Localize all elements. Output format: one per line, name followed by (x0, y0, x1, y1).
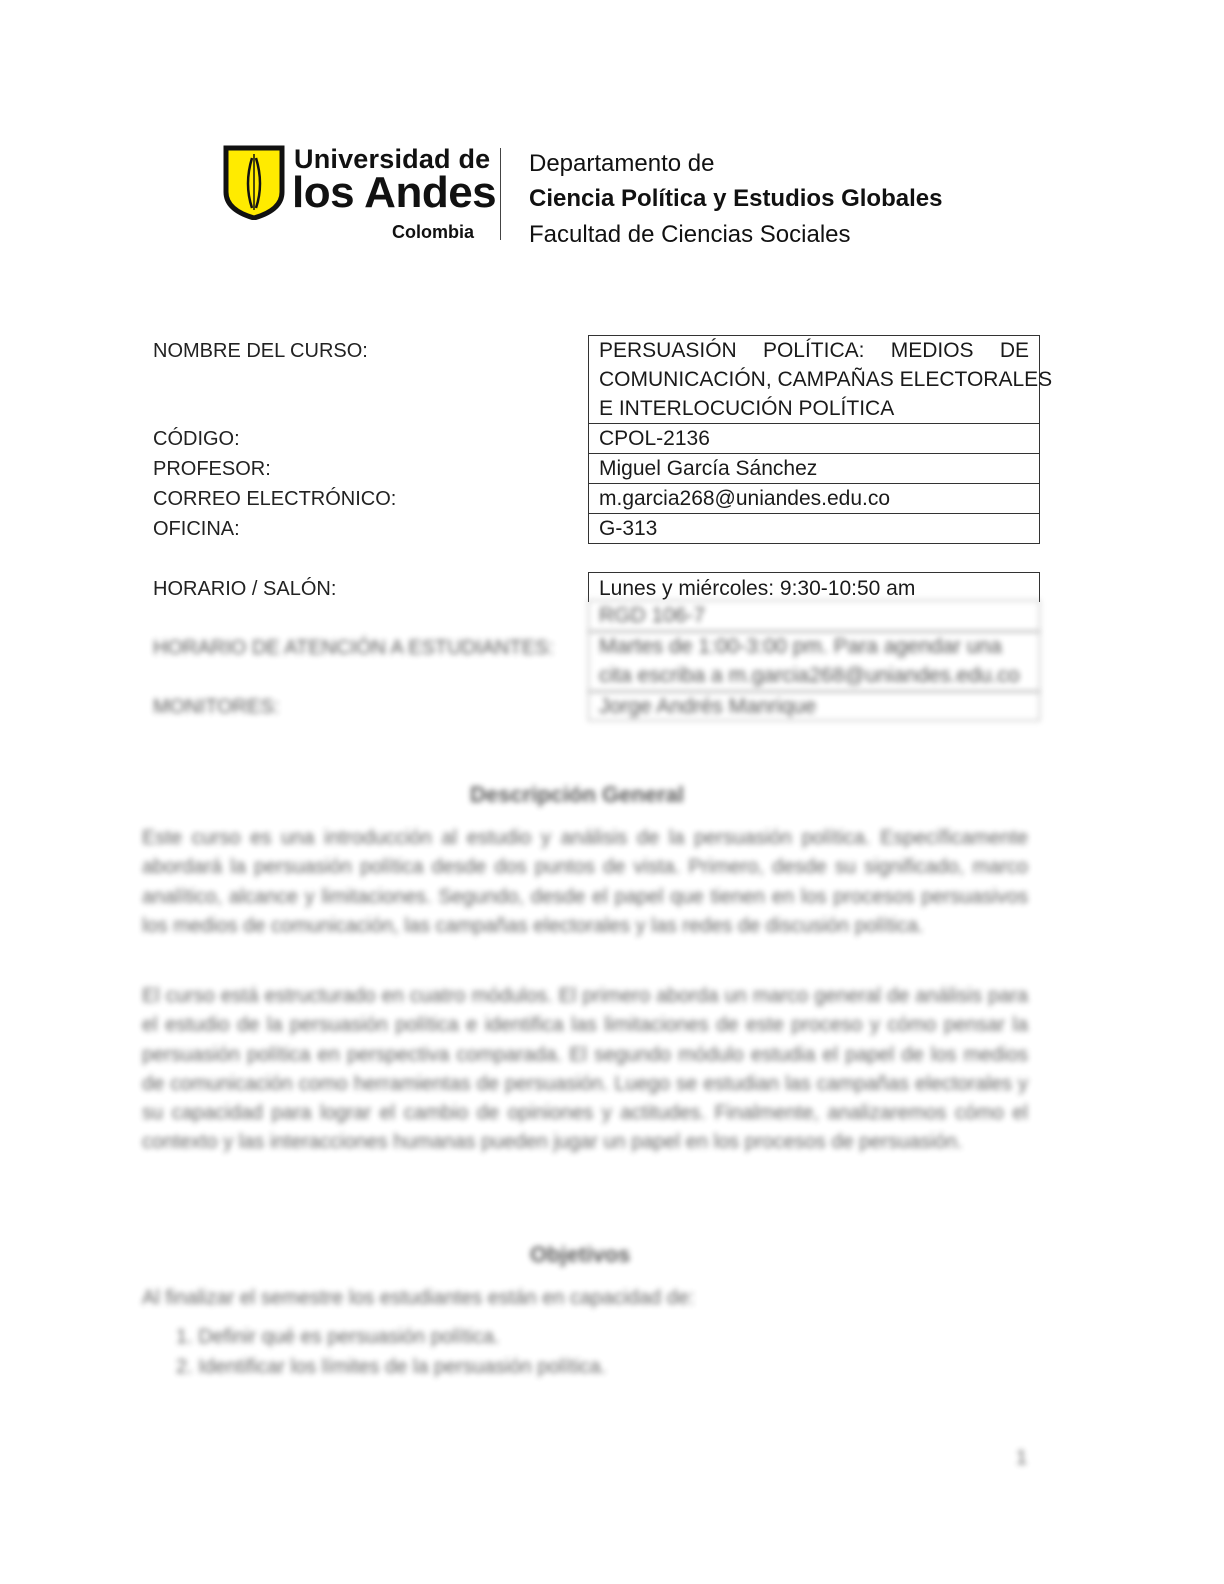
letterhead (220, 142, 980, 252)
professor-label: PROFESOR: (153, 458, 271, 480)
university-name-line1: Universidad de (294, 144, 491, 174)
room-value (588, 600, 1040, 632)
list-item: 2. Identificar los límites de la persuasión política. (176, 1356, 607, 1378)
attention-hours-label: HORARIO DE ATENCIÓN A ESTUDIANTES: (153, 637, 554, 659)
andes-crest-icon (222, 144, 286, 220)
office-text: G-313 (599, 517, 658, 540)
course-code-label: CÓDIGO: (153, 428, 240, 450)
course-name-label: NOMBRE DEL CURSO: (153, 340, 368, 362)
description-paragraph-2: El curso está estructurado en cuatro módulos. El primero aborda un marco general de análisis para el estudio de la persuasión política e identifica las limitaciones de este proceso y cómo pensar la persuasión política en perspectiva comparada. El segundo módulo estudia el papel de los medios de comunicación como herramientas de persuasión. Luego se estudian las campañas electorales y su capacidad para lograr el cambio de opiniones y actitudes. Finalmente, analizaremos cómo el contexto y las interacciones humanas pueden jugar un papel en los procesos de persuasión. (142, 985, 1028, 1154)
course-code-text: CPOL-2136 (599, 427, 710, 450)
professor-text: Miguel García Sánchez (599, 457, 818, 480)
header-divider (500, 148, 501, 240)
course-code-value (588, 423, 1040, 454)
professor-value (588, 453, 1040, 484)
attention-hours-line: Martes de 1:00-3:00 pm. Para agendar una (599, 635, 1002, 658)
page-number: 1 (1016, 1447, 1028, 1469)
attention-hours-value (588, 631, 1040, 692)
monitors-text: Jorge Andrés Manrique (599, 695, 817, 718)
objectives-intro: Al finalizar el semestre los estudiantes están en capacidad de: (142, 1287, 695, 1309)
university-name-line2: los Andes (292, 168, 497, 217)
list-item: 1. Definir qué es persuasión política. (176, 1326, 500, 1348)
course-name-value (588, 335, 1053, 424)
course-name-line: E INTERLOCUCIÓN POLÍTICA (599, 397, 895, 420)
description-heading: Descripción General (470, 782, 684, 807)
email-label: CORREO ELECTRÓNICO: (153, 488, 397, 510)
room-text: RGD 106-7 (599, 604, 706, 627)
schedule-value (588, 572, 1040, 602)
department-line1: Departamento de (529, 150, 715, 177)
course-name-line: COMUNICACIÓN, CAMPAÑAS ELECTORALES (599, 368, 1053, 391)
department-name: Ciencia Política y Estudios Globales (529, 185, 943, 212)
objectives-heading: Objetivos (530, 1242, 631, 1267)
course-name-line: PERSUASIÓN POLÍTICA: MEDIOS DE (599, 339, 1029, 362)
email-value (588, 483, 1040, 514)
description-paragraph-1: Este curso es una introducción al estudio y análisis de la persuasión política. Específicamente abordará la persuasión política desde dos puntos de vista. Primero, desde su significado, marco analítico, alcance y limitaciones. Segundo, desde el papel que tienen en los procesos persuasivos los medios de comunicación, las campañas electorales y las redes de discusión política. (142, 827, 1028, 937)
monitors-value (588, 691, 1040, 721)
office-label: OFICINA: (153, 518, 240, 540)
university-country: Colombia (392, 222, 475, 242)
email-text: m.garcia268@uniandes.edu.co (599, 487, 891, 510)
monitors-label: MONITORES: (153, 696, 280, 718)
faculty-name: Facultad de Ciencias Sociales (529, 221, 851, 248)
office-value (588, 513, 1040, 544)
schedule-label: HORARIO / SALÓN: (153, 578, 337, 600)
attention-hours-line: cita escriba a m.garcia268@uniandes.edu.co (599, 664, 1020, 687)
objectives-list (176, 1326, 606, 1386)
schedule-text: Lunes y miércoles: 9:30-10:50 am (599, 577, 916, 600)
